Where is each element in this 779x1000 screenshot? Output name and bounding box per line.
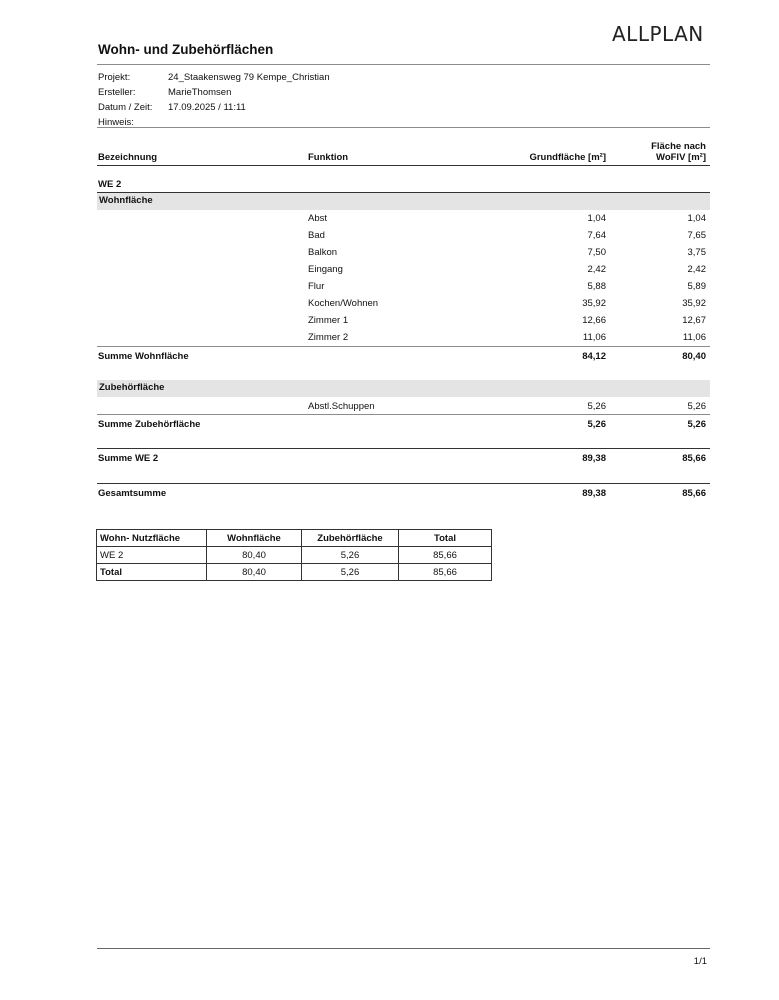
header-divider — [97, 64, 710, 65]
sum-wohnflaeche-label: Summe Wohnfläche — [98, 351, 189, 362]
meta-date-label: Datum / Zeit: — [98, 102, 153, 113]
table-row-funktion: Kochen/Wohnen — [308, 298, 379, 309]
group-name: Wohnfläche — [99, 195, 153, 206]
total-label: Gesamtsumme — [98, 488, 167, 499]
total-divider — [97, 483, 710, 484]
summary-header-cell: Zubehörfläche — [302, 530, 399, 547]
table-row-grund: 2,42 — [587, 264, 606, 275]
table-row-funktion: Abst — [308, 213, 328, 224]
unit-sum-divider — [97, 448, 710, 449]
total-woflv: 85,66 — [682, 488, 706, 499]
table-row-grund: 11,06 — [582, 332, 606, 343]
table-row-funktion: Abstl.Schuppen — [308, 401, 375, 412]
allplan-logo: ALLPLAN — [612, 22, 704, 46]
sum-zubehoerflaeche-grund: 5,26 — [587, 419, 606, 430]
table-row-woflv: 2,42 — [687, 264, 706, 275]
column-header-divider — [97, 165, 710, 166]
summary-cell: WE 2 — [97, 547, 207, 564]
page-number: 1/1 — [693, 956, 707, 967]
page-title: Wohn- und Zubehörflächen — [98, 42, 274, 57]
meta-block — [98, 70, 330, 130]
unit-name: WE 2 — [98, 179, 122, 190]
footer-divider — [97, 948, 710, 949]
summary-header-cell: Wohn- Nutzfläche — [97, 530, 207, 547]
meta-note-label: Hinweis: — [98, 117, 134, 128]
meta-project-label: Projekt: — [98, 72, 131, 83]
meta-author-value: MarieThomsen — [168, 87, 232, 98]
summary-header-cell: Total — [399, 530, 492, 547]
table-row-funktion: Flur — [308, 281, 325, 292]
summary-table — [96, 529, 492, 581]
table-row — [97, 564, 492, 581]
sum-unit-label: Summe WE 2 — [98, 453, 159, 464]
summary-header-row — [97, 530, 492, 547]
sum-zubehoerflaeche-label: Summe Zubehörfläche — [98, 419, 201, 430]
meta-divider — [97, 127, 710, 128]
group-name: Zubehörfläche — [99, 382, 165, 393]
col-header-grundflaeche: Grundfläche [m²] — [529, 152, 606, 163]
meta-date-value: 17.09.2025 / 11:11 — [168, 102, 246, 113]
table-row-woflv: 35,92 — [682, 298, 706, 309]
table-row-grund: 1,04 — [587, 213, 606, 224]
row-divider — [97, 346, 710, 347]
table-row-woflv: 12,67 — [682, 315, 706, 326]
table-row-grund: 12,66 — [582, 315, 606, 326]
table-row-grund: 5,26 — [587, 401, 606, 412]
table-row-woflv: 1,04 — [687, 213, 706, 224]
col-header-bezeichnung: Bezeichnung — [98, 152, 158, 163]
summary-cell: 5,26 — [302, 547, 399, 564]
table-row-woflv: 5,89 — [687, 281, 706, 292]
sum-wohnflaeche-grund: 84,12 — [582, 351, 606, 362]
table-row-woflv: 11,06 — [682, 332, 706, 343]
meta-project — [98, 70, 330, 85]
table-row-woflv: 3,75 — [687, 247, 706, 258]
table-row-funktion: Eingang — [308, 264, 343, 275]
table-row-funktion: Bad — [308, 230, 325, 241]
sum-unit-woflv: 85,66 — [682, 453, 706, 464]
table-row-woflv: 7,65 — [687, 230, 706, 241]
table-row-funktion: Balkon — [308, 247, 338, 258]
summary-cell: 5,26 — [302, 564, 399, 581]
meta-author — [98, 85, 330, 100]
summary-cell: 80,40 — [207, 564, 302, 581]
col-header-funktion: Funktion — [308, 152, 349, 163]
sum-wohnflaeche-woflv: 80,40 — [682, 351, 706, 362]
table-row-grund: 35,92 — [582, 298, 606, 309]
meta-date — [98, 100, 330, 115]
summary-cell: 80,40 — [207, 547, 302, 564]
group-band-zubehoerflaeche — [97, 380, 710, 397]
table-row-grund: 7,64 — [587, 230, 606, 241]
group-band-wohnflaeche — [97, 193, 710, 210]
table-row-woflv: 5,26 — [687, 401, 706, 412]
col-header-woflv-1: Fläche nach — [651, 141, 706, 152]
col-header-woflv-2: WoFlV [m²] — [656, 152, 706, 163]
sum-zubehoerflaeche-woflv: 5,26 — [687, 419, 706, 430]
meta-author-label: Ersteller: — [98, 87, 136, 98]
table-row-grund: 5,88 — [587, 281, 606, 292]
total-grund: 89,38 — [582, 488, 606, 499]
summary-cell: 85,66 — [399, 547, 492, 564]
summary-header-cell: Wohnfläche — [207, 530, 302, 547]
summary-cell: 85,66 — [399, 564, 492, 581]
table-row — [97, 547, 492, 564]
meta-project-value: 24_Staakensweg 79 Kempe_Christian — [168, 72, 330, 83]
table-row-funktion: Zimmer 1 — [308, 315, 349, 326]
table-row-funktion: Zimmer 2 — [308, 332, 349, 343]
table-row-grund: 7,50 — [587, 247, 606, 258]
sum-unit-grund: 89,38 — [582, 453, 606, 464]
summary-cell: Total — [97, 564, 207, 581]
row-divider — [97, 414, 710, 415]
